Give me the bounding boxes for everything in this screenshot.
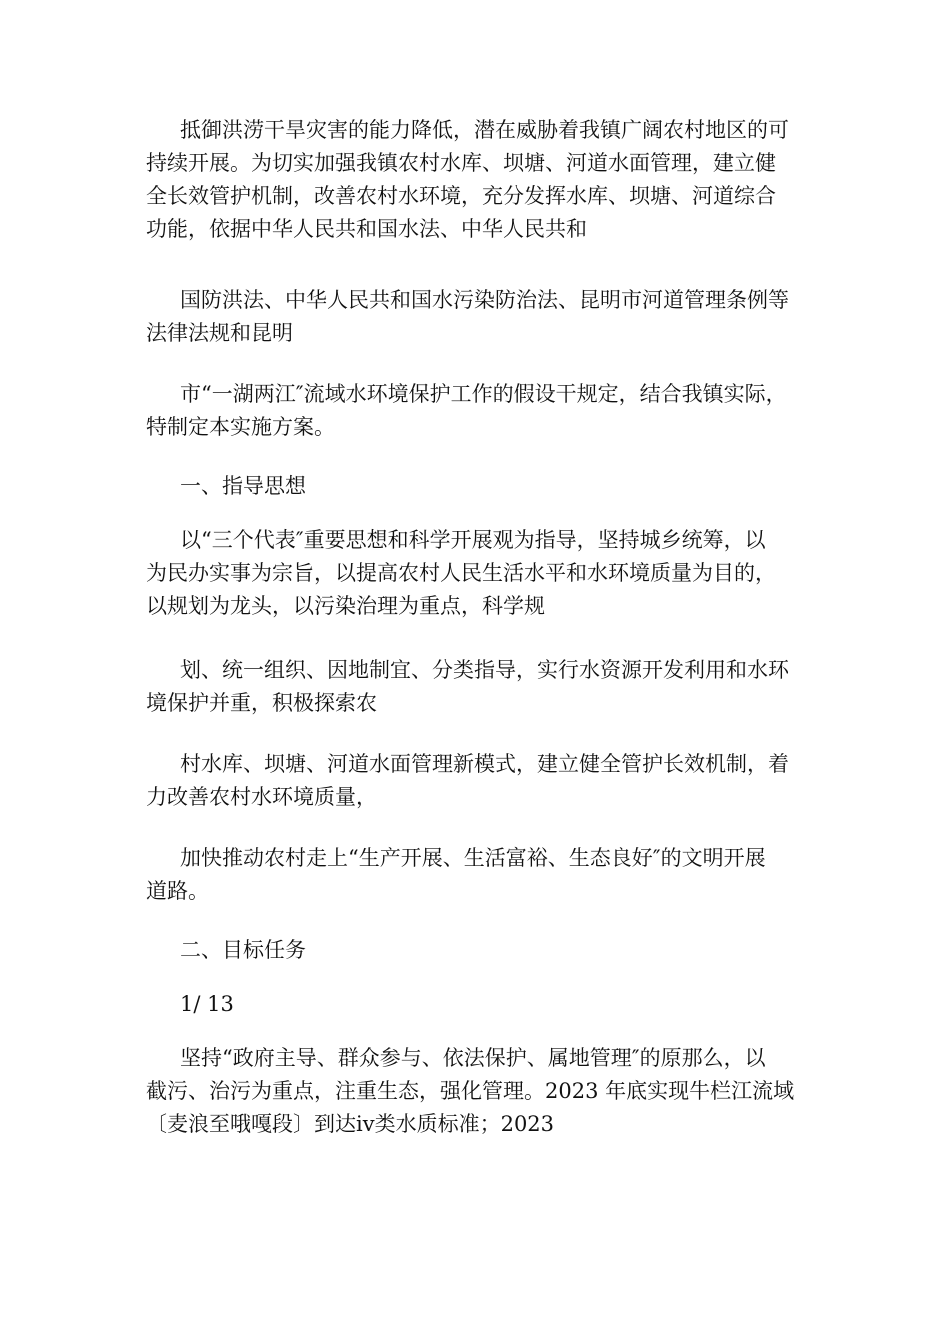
paragraph-principles bbox=[146, 1042, 826, 1141]
text-line: 村水库、坝塘、河道水面管理新模式，建立健全管护长效机制，着 bbox=[180, 752, 789, 776]
text-line: 以“三个代表″重要思想和科学开展观为指导，坚持城乡统筹，以 bbox=[180, 528, 766, 552]
text-line: 划、统一组织、因地制宜、分类指导，实行水资源开发利用和水环 bbox=[180, 658, 789, 682]
section-heading-guiding-ideology bbox=[146, 470, 826, 503]
text-line: 持续开展。为切实加强我镇农村水库、坝塘、河道水面管理，建立健 bbox=[146, 151, 776, 175]
section-heading: 一、指导思想 bbox=[180, 474, 306, 498]
section-heading: 二、目标任务 bbox=[180, 938, 306, 962]
paragraph-guidance bbox=[146, 524, 826, 623]
text-line: 加快推动农村走上“生产开展、生活富裕、生态良好″的文明开展 bbox=[180, 846, 766, 870]
text-line: 境保护并重，积极探索农 bbox=[146, 691, 377, 715]
paragraph-planning bbox=[146, 654, 826, 720]
text-line: 功能，依据中华人民共和国水法、中华人民共和 bbox=[146, 217, 587, 241]
text-line: 特制定本实施方案。 bbox=[146, 415, 335, 439]
paragraph-regulations bbox=[146, 378, 826, 444]
paragraph-management-mode bbox=[146, 748, 826, 814]
section-heading-objectives bbox=[146, 934, 826, 967]
text-line: 〔麦浪至哦嘎段〕到达ⅳ类水质标准；2023 bbox=[146, 1112, 555, 1136]
text-line: 抵御洪涝干旱灾害的能力降低，潜在威胁着我镇广阔农村地区的可 bbox=[180, 118, 789, 142]
text-line: 道路。 bbox=[146, 879, 209, 903]
paragraph-laws bbox=[146, 284, 826, 350]
text-line: 坚持“政府主导、群众参与、依法保护、属地管理″的原那么，以 bbox=[180, 1046, 766, 1070]
text-line: 截污、治污为重点，注重生态，强化管理。2023 年底实现牛栏江流域 bbox=[146, 1079, 795, 1103]
page-number-text: 1/ 13 bbox=[180, 992, 234, 1016]
text-line: 市“一湖两江″流域水环境保护工作的假设干规定，结合我镇实际， bbox=[180, 382, 787, 406]
text-line: 力改善农村水环境质量， bbox=[146, 785, 377, 809]
paragraph-development-road bbox=[146, 842, 826, 908]
text-line: 为民办实事为宗旨，以提高农村人民生活水平和水环境质量为目的， bbox=[146, 561, 776, 585]
page-number bbox=[146, 988, 826, 1021]
text-line: 以规划为龙头，以污染治理为重点，科学规 bbox=[146, 594, 545, 618]
paragraph-intro bbox=[146, 114, 826, 246]
text-line: 法律法规和昆明 bbox=[146, 321, 293, 345]
text-line: 国防洪法、中华人民共和国水污染防治法、昆明市河道管理条例等 bbox=[180, 288, 789, 312]
text-line: 全长效管护机制，改善农村水环境，充分发挥水库、坝塘、河道综合 bbox=[146, 184, 776, 208]
